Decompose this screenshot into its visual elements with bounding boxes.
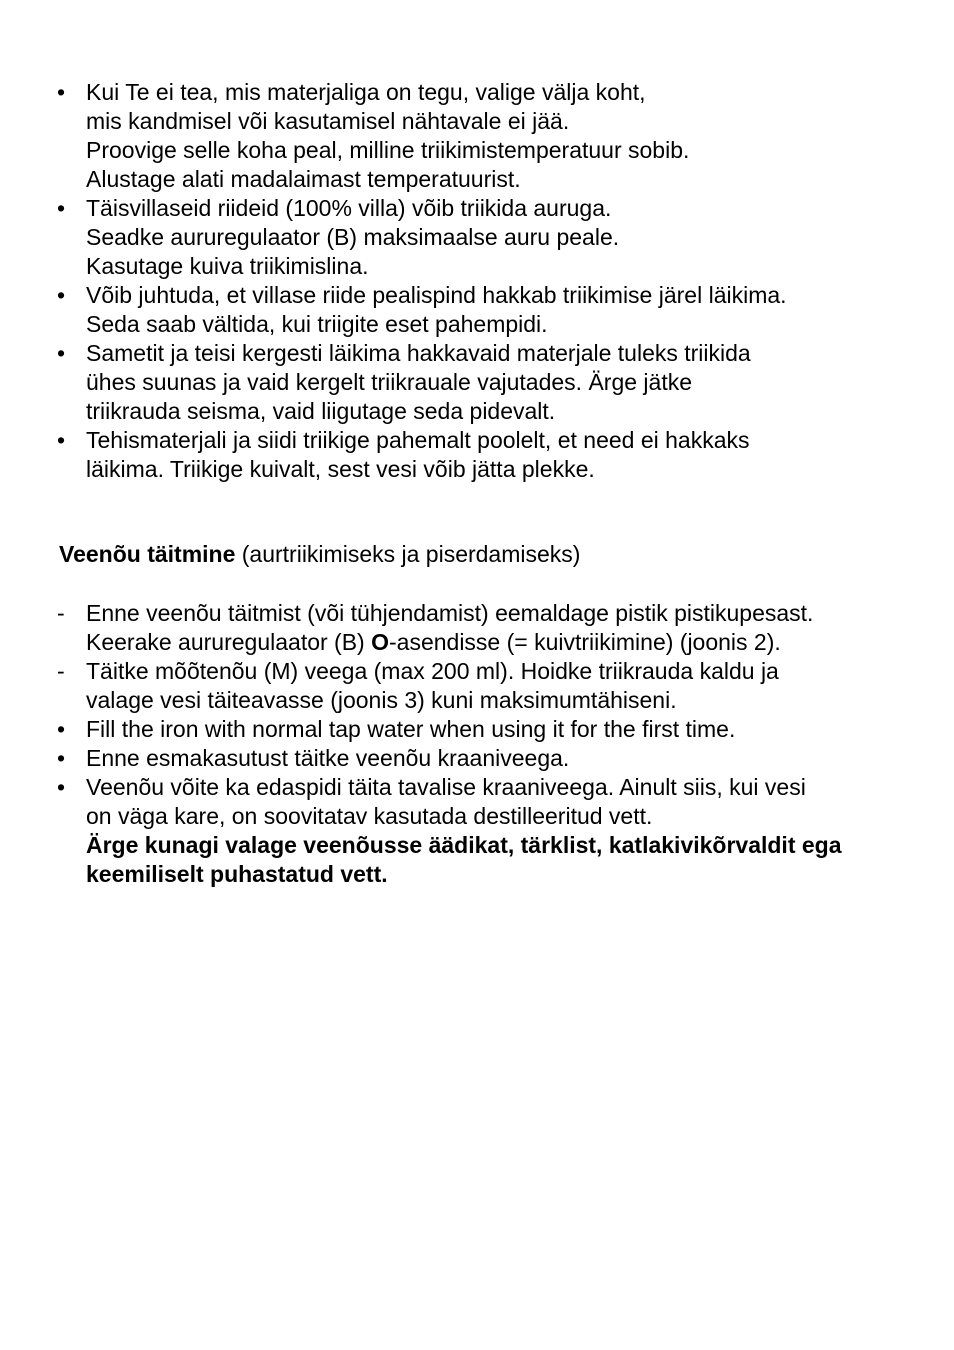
- text-line: Sametit ja teisi kergesti läikima hakkavaid materjale tuleks triikida: [86, 340, 751, 366]
- heading-subtitle: (aurtriikimiseks ja piserdamiseks): [235, 541, 581, 567]
- text-line: Enne veenõu täitmist (või tühjendamist) eemaldage pistik pistikupesast.: [86, 600, 814, 626]
- text-line: Enne esmakasutust täitke veenõu kraaniveega.: [86, 745, 570, 771]
- text-line: Fill the iron with normal tap water when using it for the first time.: [86, 716, 736, 742]
- text-line: Täitke mõõtenõu (M) veega (max 200 ml). Hoidke triikrauda kaldu ja: [86, 658, 779, 684]
- text-line: [86, 628, 842, 657]
- list-item: [0, 339, 787, 426]
- list-item: [0, 715, 842, 744]
- bullet-marker: •: [57, 282, 66, 308]
- text-line: Kui Te ei tea, mis materjaliga on tegu, valige välja koht,: [86, 79, 646, 105]
- list-item: [0, 426, 787, 484]
- list-item: [0, 78, 787, 194]
- list-item: [0, 194, 787, 281]
- heading-title: Veenõu täitmine: [59, 541, 236, 567]
- bullet-marker: •: [57, 774, 66, 800]
- text-line: ühes suunas ja vaid kergelt triikrauale vajutades. Ärge jätke: [86, 369, 693, 395]
- text-segment: -asendisse (= kuivtriikimine) (joonis 2).: [389, 629, 781, 655]
- text-segment: Keerake aururegulaator (B): [86, 629, 372, 655]
- list-item: [0, 657, 842, 715]
- text-line: läikima. Triikige kuivalt, sest vesi võib jätta plekke.: [86, 456, 595, 482]
- text-line: Alustage alati madalaimast temperatuurist.: [86, 166, 521, 192]
- text-line: Täisvillaseid riideid (100% villa) võib triikida auruga.: [86, 195, 612, 221]
- list-item: [0, 744, 842, 773]
- text-line: Võib juhtuda, et villase riide pealispind hakkab triikimise järel läikima.: [86, 282, 787, 308]
- bullet-marker: •: [57, 340, 66, 366]
- bullet-marker: •: [57, 745, 66, 771]
- dash-marker: -: [57, 658, 65, 684]
- bullet-marker: •: [57, 195, 66, 221]
- text-line: Veenõu võite ka edaspidi täita tavalise kraaniveega. Ainult siis, kui vesi: [86, 774, 806, 800]
- text-line: valage vesi täiteavasse (joonis 3) kuni maksimumtähiseni.: [86, 687, 677, 713]
- section-heading: [59, 540, 580, 569]
- text-line: Proovige selle koha peal, milline triikimistemperatuur sobib.: [86, 137, 690, 163]
- list-item: [0, 599, 842, 657]
- dry-position-symbol: O: [371, 629, 389, 655]
- ironing-tips-list: [0, 78, 787, 484]
- bullet-marker: •: [57, 427, 66, 453]
- text-line: on väga kare, on soovitatav kasutada destilleeritud vett.: [86, 803, 653, 829]
- text-line: mis kandmisel või kasutamisel nähtavale ei jää.: [86, 108, 570, 134]
- bullet-marker: •: [57, 716, 66, 742]
- warning-line: keemiliselt puhastatud vett.: [86, 861, 388, 887]
- text-line: Seadke aururegulaator (B) maksimaalse auru peale.: [86, 224, 620, 250]
- list-item: [0, 773, 842, 889]
- list-item: [0, 281, 787, 339]
- text-line: Seda saab vältida, kui triigite eset pahempidi.: [86, 311, 548, 337]
- text-line: Kasutage kuiva triikimislina.: [86, 253, 369, 279]
- dash-marker: -: [57, 600, 65, 626]
- bullet-marker: •: [57, 79, 66, 105]
- water-tank-list: [0, 599, 842, 889]
- text-line: triikrauda seisma, vaid liigutage seda pidevalt.: [86, 398, 556, 424]
- warning-line: Ärge kunagi valage veenõusse äädikat, tärklist, katlakivikõrvaldit ega: [86, 832, 842, 858]
- text-line: Tehismaterjali ja siidi triikige pahemalt poolelt, et need ei hakkaks: [86, 427, 750, 453]
